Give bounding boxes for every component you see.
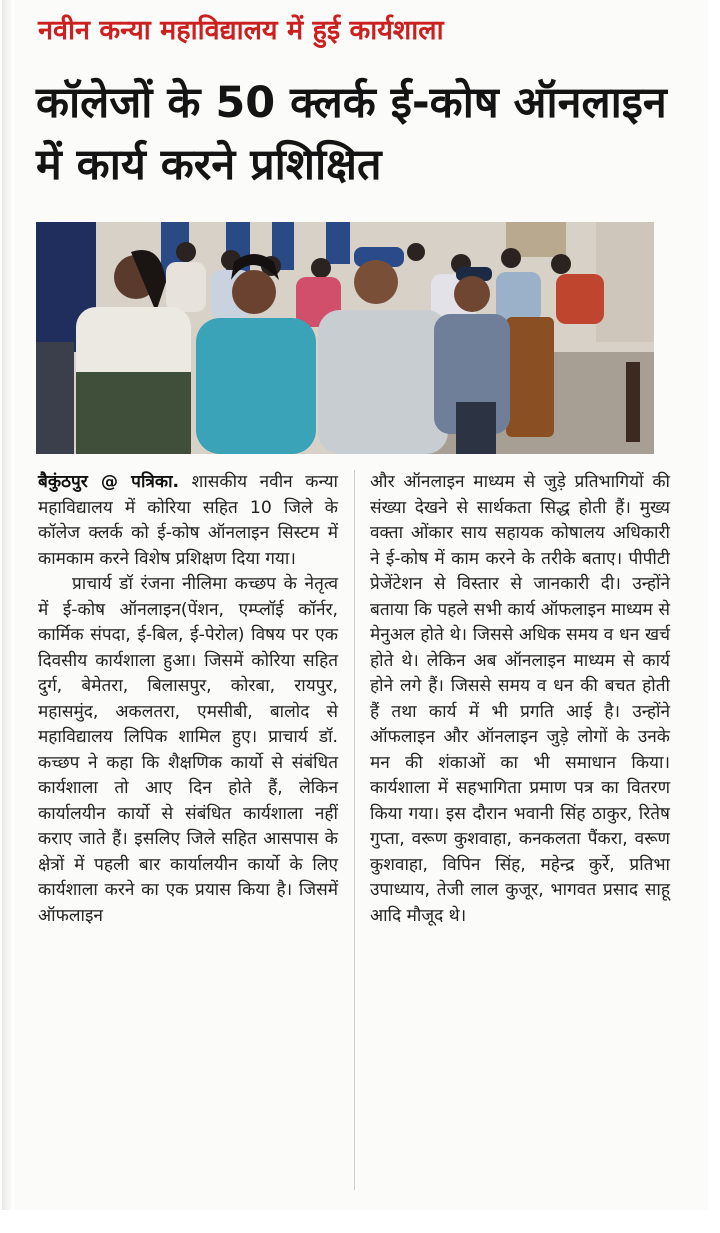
workshop-photo — [36, 222, 654, 454]
article-paragraph-1 — [38, 470, 338, 572]
article-column-left — [38, 470, 338, 1200]
workshop-photo-illustration — [36, 222, 654, 454]
article-paragraph-1-text: शासकीय नवीन कन्या महाविद्यालय में कोरिया सहित 10 जिले के कॉलेज क्लर्क को ई-कोष ऑनलाइन सिस्टम में कामकाम करने विशेष प्रशिक्षण दिया गया। — [38, 472, 338, 569]
column-divider — [354, 470, 355, 1190]
article-dateline: बैकुंठपुर @ पत्रिका. — [38, 472, 180, 492]
article-paragraph-2: प्राचार्य डॉ रंजना नीलिमा कच्छप के नेतृत्व में ई-कोष ऑनलाइन(पेंशन, एम्प्लॉई कॉर्नर, कार्मिक संपदा, ई-बिल, ई-पेरोल) विषय पर एक दिवसीय कार्यशाला हुआ। जिसमें कोरिया सहित दुर्ग, बेमेतरा, बिलासपुर, कोरबा, रायपुर, महासमुंद, अकलतरा, एमसीबी, बालोद से महाविद्यालय लिपिक शामिल हुए। प्राचार्य डॉ. कच्छप ने कहा कि शैक्षणिक कार्यो से संबंधित कार्यशाला तो आए दिन होते हैं, लेकिन कार्यालयीन कार्यो से संबंधित कार्यशाला नहीं कराए जाते हैं। इसलिए जिले सहित आसपास के क्षेत्रों में पहली बार कार्यालयीन कार्यो के लिए कार्यशाला करने का एक प्रयास किया है। जिसमें ऑफलाइन — [38, 574, 338, 926]
page-edge-shadow — [2, 0, 12, 1210]
article-kicker: नवीन कन्या महाविद्यालय में हुई कार्यशाला — [38, 15, 444, 46]
article-column-right — [370, 470, 670, 1200]
article-paragraph-3: और ऑनलाइन माध्यम से जुड़े प्रतिभागियों की संख्या देखने से सार्थकता सिद्ध होती हैं। मुख्य वक्ता ओंकार साय सहायक कोषालय अधिकारी ने ई-कोष में काम करने के तरीके बताए। पीपीटी प्रेजेंटेशन से विस्तार से जानकारी दी। उन्होंने बताया कि पहले सभी कार्य ऑफलाइन माध्यम से मेनुअल होते थे। जिससे अधिक समय व धन खर्च होते थे। लेकिन अब ऑनलाइन माध्यम से कार्य होने लगे हैं। जिससे समय व धन की बचत होती हैं तथा कार्य में भी प्रगति आई है। उन्होंने ऑफलाइन और ऑनलाइन जुड़े लोगों के उनके मन की शंकाओं का भी समाधान किया। कार्यशाला में सहभागिता प्रमाण पत्र का वितरण किया गया। इस दौरान भवानी सिंह ठाकुर, रितेष गुप्ता, वरूण कुशवाहा, कनकलता पैंकरा, वरूण कुशवाहा, विपिन सिंह, महेन्द्र कुर्रे, प्रतिभा उपाध्याय, तेजी लाल कुजूर, भागवत प्रसाद साहू आदि मौजूद थे। — [370, 472, 670, 926]
article-headline: कॉलेजों के 50 क्लर्क ई-कोष ऑनलाइन में कार्य करने प्रशिक्षित — [36, 78, 667, 190]
